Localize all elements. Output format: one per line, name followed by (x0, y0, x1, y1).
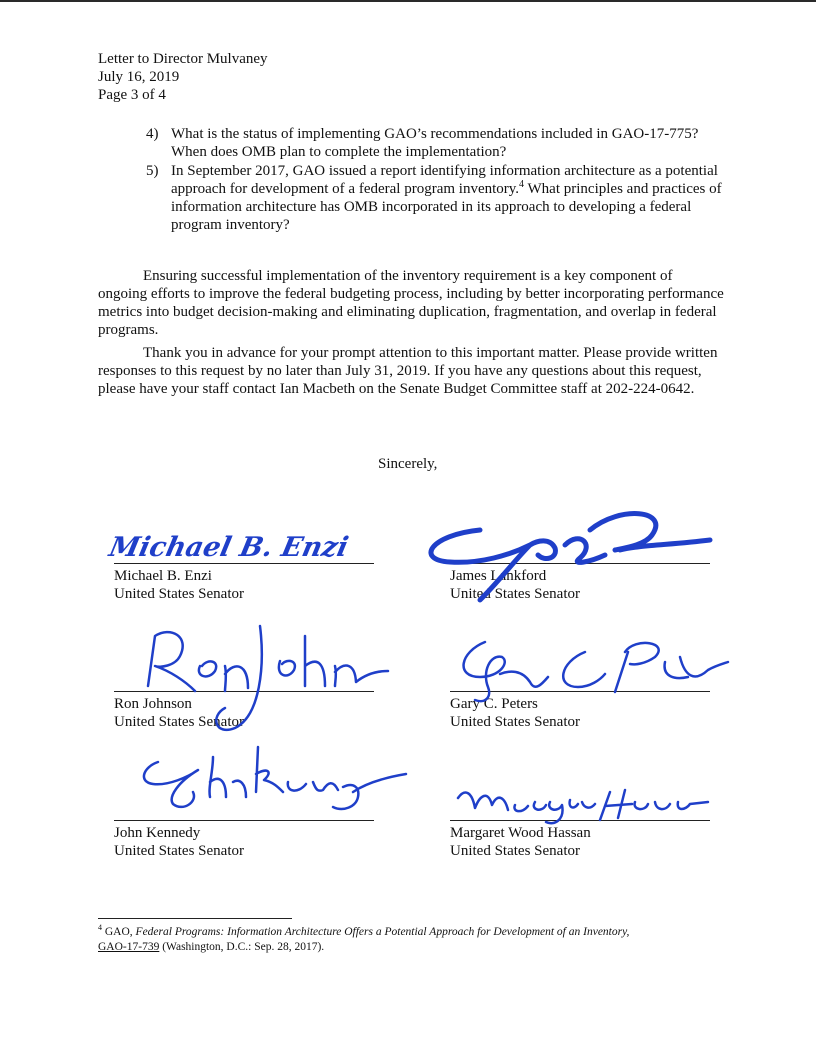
question-list (146, 125, 726, 235)
closing-salutation: Sincerely, (378, 456, 438, 472)
signature-lankford (420, 500, 720, 610)
signatory-name: James Lankford (450, 568, 547, 584)
signature-johnson (130, 616, 390, 741)
footnote (98, 925, 728, 955)
question-item (146, 125, 726, 161)
signature-hassan (450, 780, 720, 830)
question-text: In September 2017, GAO issued a report identifying information architecture as a potential approach for development of a federal program inventory. (171, 163, 718, 197)
footnote-suffix: (Washington, D.C.: Sep. 28, 2017). (159, 941, 325, 953)
signature-enzi-script: Michael B. Enzi (106, 531, 352, 563)
signatory-title: United States Senator (450, 714, 580, 730)
signatory-title: United States Senator (114, 586, 244, 602)
footnote-report-title: Federal Programs: Information Architecture Offers a Potential Approach for Development of an Inventory, (135, 926, 630, 938)
signatory-name: Margaret Wood Hassan (450, 825, 591, 841)
header-title: Letter to Director Mulvaney (98, 51, 268, 67)
question-text: What is the status of implementing GAO’s recommendations included in GAO-17-775? When does OMB plan to complete the implementation? (171, 126, 699, 160)
signatory-title: United States Senator (450, 843, 580, 859)
signature-kennedy (128, 742, 408, 827)
question-text-continued: What principles and practices of information architecture has OMB incorporated in its approach to developing a federal program inventory? (171, 181, 722, 233)
signatory-title: United States Senator (114, 843, 244, 859)
signatory-name: Michael B. Enzi (114, 568, 212, 584)
signatory-name: Ron Johnson (114, 696, 192, 712)
body-paragraph-inventory: Ensuring successful implementation of the inventory requirement is a key component of ongoing efforts to improve the federal budgeting process, including by better incorporating performance metrics into budget decision-making and eliminating duplication, fragmentation, and overlap in federal programs. (98, 268, 724, 338)
question-number: 5) (146, 163, 159, 179)
header-page-number: Page 3 of 4 (98, 87, 166, 103)
footnote-divider (98, 918, 292, 919)
signatory-title: United States Senator (450, 586, 580, 602)
signature-enzi (106, 518, 352, 568)
footnote-reference: 4 (519, 179, 525, 190)
body-paragraph-request: Thank you in advance for your prompt attention to this important matter. Please provide written responses to this request by no later than July 31, 2019. If you have any questions about this request, please have your staff contact Ian Macbeth on the Senate Budget Committee staff at 202-224-0642. (98, 345, 718, 397)
signature-peters (440, 632, 730, 712)
signatory-title: United States Senator (114, 714, 244, 730)
header-date: July 16, 2019 (98, 69, 180, 85)
footnote-prefix: GAO, (102, 926, 136, 938)
footnote-report-link[interactable]: GAO-17-739 (98, 941, 160, 953)
footnote-marker: 4 (98, 923, 102, 933)
question-item (146, 162, 726, 234)
question-number: 4) (146, 126, 159, 142)
signatory-name: John Kennedy (114, 825, 201, 841)
signatory-name: Gary C. Peters (450, 696, 538, 712)
page-top-border (0, 0, 816, 2)
letter-header (98, 50, 268, 104)
